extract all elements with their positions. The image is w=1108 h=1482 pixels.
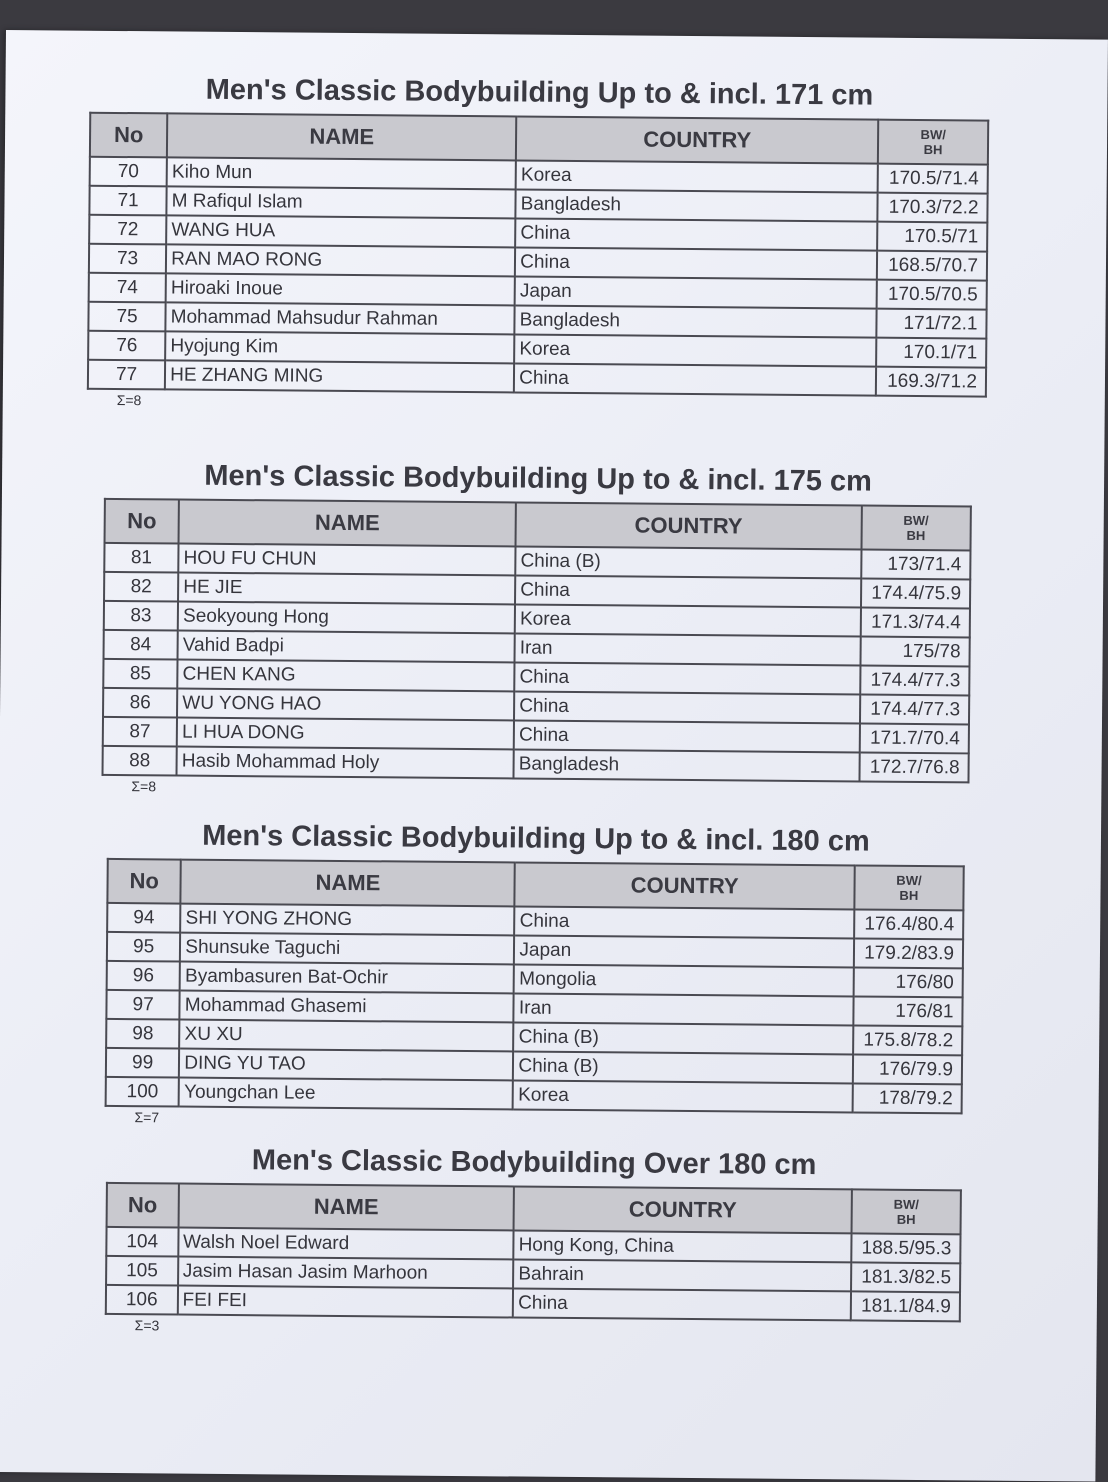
athlete-bw-bh: 170.5/70.5 bbox=[877, 280, 987, 310]
athlete-number: 72 bbox=[89, 215, 166, 245]
athlete-number: 104 bbox=[106, 1227, 178, 1257]
athlete-country: Bangladesh bbox=[516, 189, 878, 221]
header-country: COUNTRY bbox=[516, 116, 878, 163]
header-bw-label: BW/ bbox=[896, 872, 922, 889]
athlete-bw-bh: 188.5/95.3 bbox=[851, 1233, 960, 1263]
athlete-number: 75 bbox=[88, 302, 165, 332]
header-name: NAME bbox=[178, 1184, 514, 1231]
athlete-country: China bbox=[514, 691, 860, 723]
header-bw-label: BW/ bbox=[903, 512, 929, 529]
header-row bbox=[107, 1183, 961, 1234]
results-table bbox=[87, 112, 989, 398]
athlete-country: Bangladesh bbox=[514, 749, 860, 781]
athlete-name: CHEN KANG bbox=[177, 660, 514, 692]
athlete-country: China bbox=[514, 662, 860, 694]
athlete-name: Mohammad Mahsudur Rahman bbox=[166, 302, 515, 334]
athlete-number: 94 bbox=[107, 903, 181, 933]
section-title: Men's Classic Bodybuilding Up to & incl. 180 cm bbox=[202, 819, 870, 858]
header-bh-label: BH bbox=[896, 1211, 916, 1227]
athlete-country: Korea bbox=[514, 334, 876, 366]
athlete-name: Youngchan Lee bbox=[179, 1078, 513, 1110]
athlete-number: 77 bbox=[88, 360, 165, 390]
athlete-country: Korea bbox=[515, 604, 861, 636]
header-country: COUNTRY bbox=[515, 862, 855, 909]
header-bw-label: BW/ bbox=[920, 126, 946, 143]
header-no: No bbox=[107, 859, 181, 904]
athlete-number: 81 bbox=[104, 543, 178, 573]
athlete-country: Korea bbox=[516, 160, 878, 192]
header-bw-bh bbox=[854, 865, 964, 910]
header-bw-bh bbox=[878, 120, 988, 165]
header-row bbox=[90, 113, 988, 165]
athlete-name: SHI YONG ZHONG bbox=[180, 904, 514, 936]
athlete-number: 82 bbox=[104, 572, 178, 602]
athlete-name: Hiroaki Inoue bbox=[166, 273, 515, 305]
athlete-bw-bh: 170.1/71 bbox=[876, 338, 986, 368]
athlete-country: Iran bbox=[515, 633, 861, 665]
athlete-name: FEI FEI bbox=[177, 1286, 513, 1318]
athlete-name: Byambasuren Bat-Ochir bbox=[180, 962, 514, 994]
athlete-country: China bbox=[515, 575, 861, 607]
header-bh-label: BH bbox=[899, 887, 919, 903]
athlete-bw-bh: 175.8/78.2 bbox=[853, 1025, 962, 1055]
athlete-country: China bbox=[515, 247, 877, 279]
header-row bbox=[105, 499, 971, 551]
section-title: Men's Classic Bodybuilding Up to & incl. 171 cm bbox=[205, 73, 874, 112]
athlete-bw-bh: 169.3/71.2 bbox=[876, 367, 986, 397]
athlete-number: 74 bbox=[89, 273, 166, 303]
athlete-name: WANG HUA bbox=[166, 215, 515, 247]
header-no: No bbox=[105, 499, 180, 544]
athlete-name: Jasim Hasan Jasim Marhoon bbox=[178, 1257, 514, 1289]
section-up-to-180 bbox=[104, 819, 965, 1132]
athlete-name: Shunsuke Taguchi bbox=[180, 933, 514, 965]
results-table bbox=[101, 498, 971, 784]
athlete-name: DING YU TAO bbox=[179, 1049, 513, 1081]
athlete-number: 73 bbox=[89, 244, 166, 274]
athlete-bw-bh: 171/72.1 bbox=[877, 309, 987, 339]
athlete-bw-bh: 174.4/77.3 bbox=[860, 665, 970, 695]
header-no: No bbox=[90, 113, 168, 158]
athlete-country: Japan bbox=[515, 276, 877, 308]
entry-count: Σ=7 bbox=[134, 1109, 160, 1126]
athlete-country: China bbox=[513, 1288, 851, 1320]
athlete-name: XU XU bbox=[179, 1020, 513, 1052]
table-row bbox=[103, 746, 969, 783]
athlete-country: Bangladesh bbox=[515, 305, 877, 337]
header-row bbox=[107, 859, 963, 910]
athlete-bw-bh: 176/81 bbox=[853, 996, 962, 1026]
header-bw-bh bbox=[852, 1189, 961, 1234]
athlete-bw-bh: 173/71.4 bbox=[861, 549, 971, 579]
athlete-bw-bh: 181.1/84.9 bbox=[851, 1291, 960, 1321]
athlete-number: 100 bbox=[106, 1077, 180, 1107]
athlete-number: 96 bbox=[107, 961, 181, 991]
table-row bbox=[106, 1285, 960, 1321]
athlete-bw-bh: 168.5/70.7 bbox=[877, 251, 987, 281]
athlete-bw-bh: 181.3/82.5 bbox=[851, 1262, 960, 1292]
athlete-bw-bh: 179.2/83.9 bbox=[854, 938, 963, 968]
header-country: COUNTRY bbox=[516, 502, 862, 549]
header-no: No bbox=[107, 1183, 179, 1228]
athlete-country: China bbox=[514, 363, 876, 395]
athlete-name: M Rafiqul Islam bbox=[167, 186, 516, 218]
athlete-country: China (B) bbox=[515, 546, 861, 578]
athlete-country: China bbox=[515, 218, 877, 250]
section-up-to-175 bbox=[101, 459, 972, 802]
athlete-number: 70 bbox=[90, 157, 167, 187]
athlete-number: 105 bbox=[106, 1256, 178, 1286]
athlete-bw-bh: 176.4/80.4 bbox=[854, 909, 963, 939]
athlete-number: 106 bbox=[106, 1285, 178, 1315]
athlete-name: LI HUA DONG bbox=[177, 718, 514, 750]
athlete-country: Bahrain bbox=[513, 1259, 851, 1291]
athlete-bw-bh: 170.5/71 bbox=[877, 222, 987, 252]
athlete-bw-bh: 172.7/76.8 bbox=[859, 752, 969, 782]
athlete-country: Mongolia bbox=[514, 964, 854, 996]
athlete-number: 83 bbox=[104, 601, 178, 631]
athlete-name: WU YONG HAO bbox=[177, 689, 514, 721]
athlete-bw-bh: 170.5/71.4 bbox=[878, 164, 988, 194]
header-bh-label: BH bbox=[906, 527, 926, 544]
section-title: Men's Classic Bodybuilding Over 180 cm bbox=[251, 1144, 817, 1182]
athlete-number: 98 bbox=[106, 1019, 180, 1049]
header-name: NAME bbox=[181, 860, 515, 907]
athlete-country: Japan bbox=[514, 935, 854, 967]
athlete-name: Hyojung Kim bbox=[165, 331, 514, 363]
athlete-country: China bbox=[514, 720, 860, 752]
section-title: Men's Classic Bodybuilding Up to & incl. 175 cm bbox=[204, 459, 873, 498]
athlete-number: 87 bbox=[103, 717, 177, 747]
athlete-country: Korea bbox=[513, 1080, 853, 1112]
table-row bbox=[106, 1077, 962, 1113]
athlete-bw-bh: 174.4/77.3 bbox=[860, 694, 970, 724]
athlete-name: HOU FU CHUN bbox=[178, 544, 515, 576]
results-table bbox=[105, 858, 965, 1114]
athlete-name: HE JIE bbox=[178, 573, 515, 605]
athlete-number: 88 bbox=[103, 746, 177, 776]
athlete-bw-bh: 170.3/72.2 bbox=[878, 193, 988, 223]
athlete-bw-bh: 178/79.2 bbox=[852, 1083, 961, 1113]
athlete-name: RAN MAO RONG bbox=[166, 244, 515, 276]
athlete-name: Seokyoung Hong bbox=[178, 602, 515, 634]
athlete-name: Walsh Noel Edward bbox=[178, 1228, 514, 1260]
athlete-name: Kiho Mun bbox=[167, 157, 516, 189]
header-name: NAME bbox=[179, 500, 516, 547]
athlete-number: 86 bbox=[103, 688, 177, 718]
header-country: COUNTRY bbox=[514, 1186, 852, 1233]
athlete-country: Hong Kong, China bbox=[514, 1230, 852, 1262]
athlete-name: Vahid Badpi bbox=[178, 631, 515, 663]
athlete-number: 99 bbox=[106, 1048, 180, 1078]
athlete-number: 85 bbox=[103, 659, 177, 689]
document-page bbox=[0, 30, 1108, 1482]
athlete-country: China bbox=[515, 906, 855, 938]
athlete-bw-bh: 174.4/75.9 bbox=[861, 578, 971, 608]
header-bw-label: BW/ bbox=[893, 1196, 919, 1213]
results-table bbox=[105, 1182, 962, 1322]
entry-count: Σ=8 bbox=[116, 391, 142, 409]
athlete-number: 97 bbox=[106, 990, 180, 1020]
header-name: NAME bbox=[167, 113, 516, 160]
athlete-name: Hasib Mohammad Holy bbox=[177, 747, 514, 779]
athlete-country: Iran bbox=[514, 993, 854, 1025]
section-up-to-171 bbox=[87, 73, 990, 416]
athlete-country: China (B) bbox=[514, 1022, 854, 1054]
athlete-bw-bh: 171.7/70.4 bbox=[859, 723, 969, 753]
athlete-bw-bh: 171.3/74.4 bbox=[860, 607, 970, 637]
athlete-bw-bh: 176/79.9 bbox=[853, 1054, 962, 1084]
athlete-number: 76 bbox=[88, 331, 165, 361]
athlete-bw-bh: 176/80 bbox=[853, 967, 962, 997]
header-bh-label: BH bbox=[923, 142, 943, 158]
header-bw-bh bbox=[861, 505, 971, 550]
athlete-bw-bh: 175/78 bbox=[860, 636, 970, 666]
athlete-country: China (B) bbox=[513, 1051, 853, 1083]
athlete-number: 84 bbox=[104, 630, 178, 660]
athlete-name: Mohammad Ghasemi bbox=[180, 991, 514, 1023]
athlete-name: HE ZHANG MING bbox=[165, 360, 514, 392]
athlete-number: 71 bbox=[89, 186, 166, 216]
athlete-number: 95 bbox=[107, 932, 181, 962]
section-over-180 bbox=[105, 1143, 963, 1340]
entry-count: Σ=8 bbox=[131, 778, 157, 795]
entry-count: Σ=3 bbox=[134, 1317, 160, 1334]
